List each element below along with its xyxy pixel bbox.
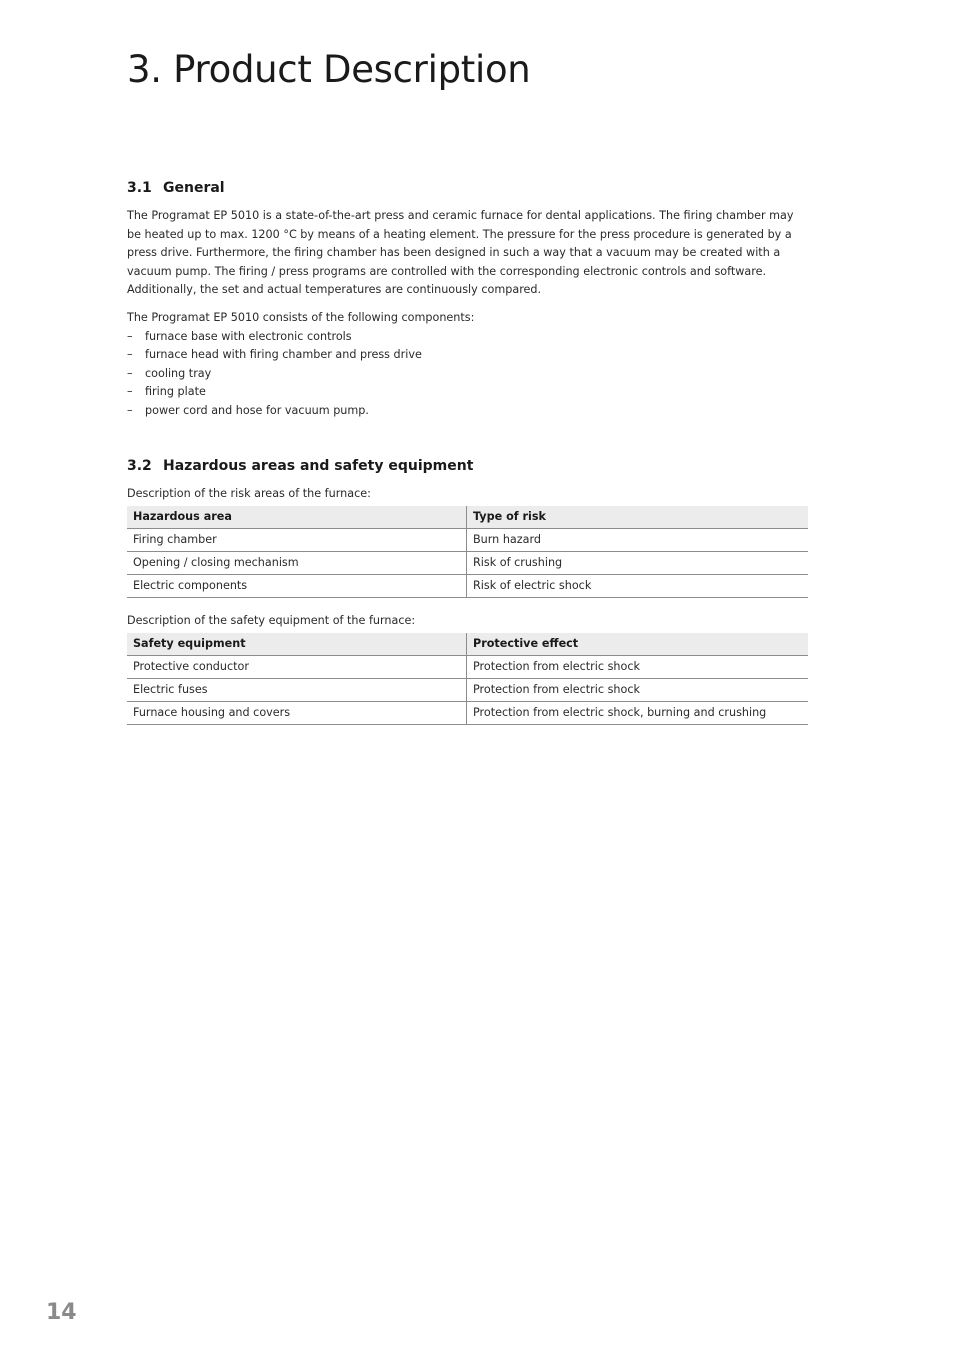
section-number: 3.1 bbox=[127, 180, 152, 196]
safety-intro: Description of the safety equipment of the furnace: bbox=[127, 614, 416, 627]
table-cell: Opening / closing mechanism bbox=[127, 551, 467, 574]
table-cell: Protective conductor bbox=[127, 655, 467, 678]
table-cell: Electric components bbox=[127, 574, 467, 597]
risk-table-block bbox=[127, 485, 808, 598]
table-cell: Risk of crushing bbox=[467, 551, 809, 574]
table-row bbox=[127, 655, 808, 678]
table-cell: Firing chamber bbox=[127, 528, 467, 551]
risk-intro: Description of the risk areas of the furnace: bbox=[127, 487, 371, 500]
list-item: – firing plate bbox=[127, 383, 808, 402]
list-dash: – bbox=[127, 385, 133, 399]
section-title: Hazardous areas and safety equipment bbox=[163, 458, 474, 474]
table-header-row bbox=[127, 633, 808, 656]
list-dash: – bbox=[127, 403, 133, 417]
components-block bbox=[127, 309, 808, 421]
table-cell: Furnace housing and covers bbox=[127, 701, 467, 724]
table-cell: Protection from electric shock, burning and crushing bbox=[467, 701, 809, 724]
table-row bbox=[127, 551, 808, 574]
components-list bbox=[127, 328, 808, 421]
safety-table-block bbox=[127, 612, 808, 725]
table-cell: Electric fuses bbox=[127, 678, 467, 701]
page-title: 3. Product Description bbox=[127, 48, 531, 91]
table-header-row bbox=[127, 506, 808, 529]
section-number: 3.2 bbox=[127, 458, 152, 474]
list-dash: – bbox=[127, 329, 133, 343]
section-heading-general bbox=[127, 178, 808, 198]
list-item: – furnace base with electronic controls bbox=[127, 328, 808, 347]
table-header: Safety equipment bbox=[127, 633, 467, 656]
table-header: Hazardous area bbox=[127, 506, 467, 529]
table-row bbox=[127, 528, 808, 551]
page-number: 14 bbox=[46, 1300, 77, 1325]
safety-table bbox=[127, 633, 808, 725]
table-cell: Protection from electric shock bbox=[467, 655, 809, 678]
general-paragraph-block bbox=[127, 207, 808, 300]
list-dash: – bbox=[127, 348, 133, 362]
section-general bbox=[127, 178, 808, 198]
risk-table bbox=[127, 506, 808, 598]
list-item: – furnace head with firing chamber and press drive bbox=[127, 346, 808, 365]
table-cell: Risk of electric shock bbox=[467, 574, 809, 597]
table-header: Protective effect bbox=[467, 633, 809, 656]
section-hazards bbox=[127, 456, 808, 476]
list-dash: – bbox=[127, 366, 133, 380]
components-intro: The Programat EP 5010 consists of the following components: bbox=[127, 311, 475, 324]
general-paragraph: The Programat EP 5010 is a state-of-the-art press and ceramic furnace for dental applications. The firing chamber may be heated up to max. 1200 °C by means of a heating element. The pressure for the press procedure is generated by a press drive. Furthermore, the firing chamber has been designed in such a way that a vacuum may be created with a vacuum pump. The firing / press programs are controlled with the corresponding electronic controls and software. Additionally, the set and actual temperatures are continuously compared. bbox=[127, 209, 794, 297]
section-title: General bbox=[163, 180, 225, 196]
table-row bbox=[127, 701, 808, 724]
table-row bbox=[127, 678, 808, 701]
table-cell: Protection from electric shock bbox=[467, 678, 809, 701]
table-row bbox=[127, 574, 808, 597]
table-header: Type of risk bbox=[467, 506, 809, 529]
section-heading-hazards bbox=[127, 456, 808, 476]
table-cell: Burn hazard bbox=[467, 528, 809, 551]
list-item: – power cord and hose for vacuum pump. bbox=[127, 402, 808, 421]
list-item: – cooling tray bbox=[127, 365, 808, 384]
